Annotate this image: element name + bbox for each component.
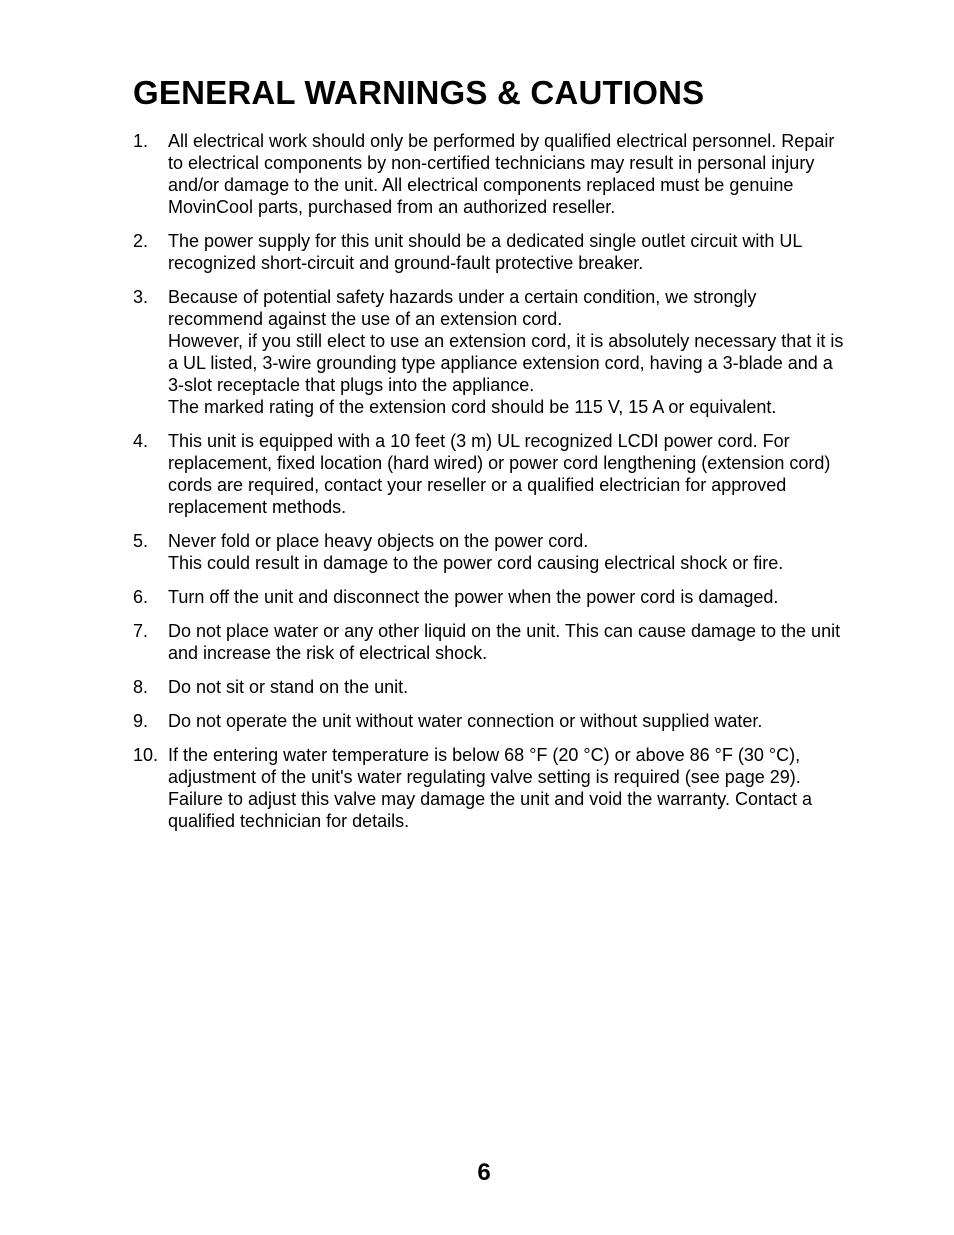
item-text: Do not operate the unit without water connection or without supplied water.	[168, 711, 763, 731]
item-number: 10.	[133, 745, 159, 765]
item-text: This could result in damage to the power cord causing electrical shock or fire.	[168, 553, 784, 573]
item-number: 8.	[133, 677, 149, 697]
warning-item-5	[133, 530, 848, 574]
item-text: This unit is equipped with a 10 feet (3 m) UL recognized LCDI power cord. For replacement, fixed location (hard wired) or power cord lengthening (extension cord) cords are required, contact your reseller or a qualified electrician for approved replacement methods.	[168, 431, 831, 517]
warning-item-6	[133, 586, 848, 608]
warning-item-9	[133, 710, 848, 732]
item-text: The marked rating of the extension cord should be 115 V, 15 A or equivalent.	[168, 397, 777, 417]
item-number: 4.	[133, 431, 149, 451]
item-number: 2.	[133, 231, 149, 251]
warning-item-7	[133, 620, 848, 664]
item-number: 7.	[133, 621, 149, 641]
page-title: GENERAL WARNINGS & CAUTIONS	[133, 74, 705, 111]
warning-item-10	[133, 744, 848, 832]
item-number: 9.	[133, 711, 149, 731]
warning-item-8	[133, 676, 848, 698]
page-number: 6	[477, 1159, 491, 1186]
item-number: 1.	[133, 131, 149, 151]
item-text: The power supply for this unit should be a dedicated single outlet circuit with UL recognized short-circuit and ground-fault protective breaker.	[168, 231, 802, 273]
item-text: Turn off the unit and disconnect the power when the power cord is damaged.	[168, 587, 779, 607]
item-text: However, if you still elect to use an extension cord, it is absolutely necessary that it is a UL listed, 3-wire grounding type appliance extension cord, having a 3-blade and a 3-slot receptacle that plugs into the appliance.	[168, 331, 844, 395]
item-text: Because of potential safety hazards under a certain condition, we strongly recommend against the use of an extension cord.	[168, 287, 757, 329]
warning-item-1	[133, 130, 848, 218]
warning-item-2	[133, 230, 848, 274]
item-text: Never fold or place heavy objects on the power cord.	[168, 531, 589, 551]
item-text: Do not sit or stand on the unit.	[168, 677, 409, 697]
item-text: If the entering water temperature is below 68 °F (20 °C) or above 86 °F (30 °C), adjustment of the unit's water regulating valve setting is required (see page 29). Failure to adjust this valve may damage the unit and void the warranty. Contact a qualified technician for details.	[168, 745, 813, 831]
warnings-list	[133, 130, 848, 844]
warning-item-3	[133, 286, 848, 418]
item-number: 5.	[133, 531, 149, 551]
item-text: All electrical work should only be performed by qualified electrical personnel. Repair to electrical components by non-certified technicians may result in personal injury and/or damage to the unit. All electrical components replaced must be genuine MovinCool parts, purchased from an authorized reseller.	[168, 131, 835, 217]
item-number: 6.	[133, 587, 149, 607]
item-number: 3.	[133, 287, 149, 307]
item-text: Do not place water or any other liquid on the unit. This can cause damage to the unit and increase the risk of electrical shock.	[168, 621, 841, 663]
warning-item-4	[133, 430, 848, 518]
